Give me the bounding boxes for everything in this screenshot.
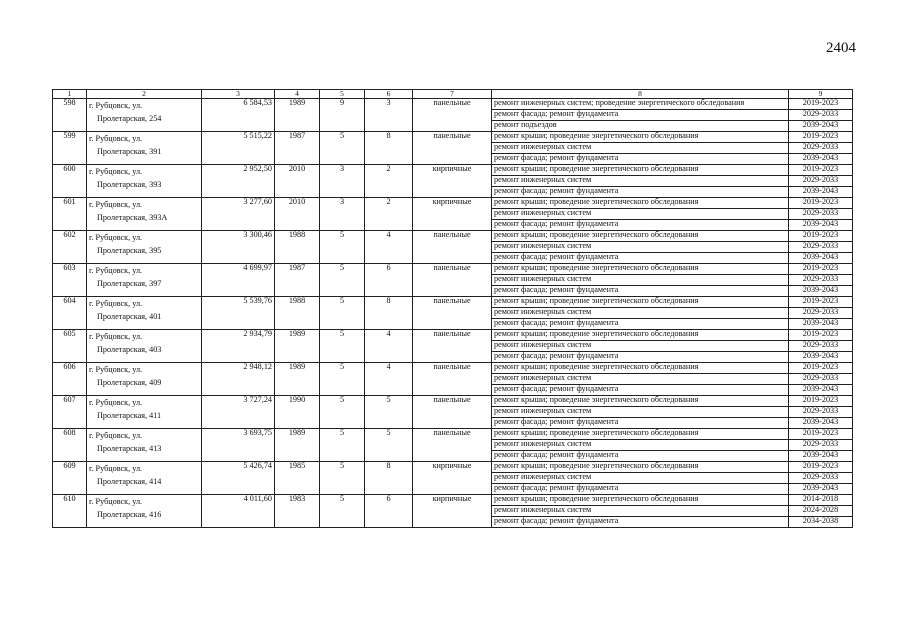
period-cell: 2019-2023 bbox=[789, 329, 853, 340]
period-cell: 2029-2033 bbox=[789, 175, 853, 186]
area-cell: 4 699,97 bbox=[202, 263, 275, 296]
work-type-cell: ремонт крыши; проведение энергетического обследования bbox=[492, 461, 789, 472]
work-type-cell: ремонт фасада; ремонт фундамента bbox=[492, 153, 789, 164]
address-street: Пролетарская, 393 bbox=[97, 179, 162, 189]
period-cell: 2029-2033 bbox=[789, 406, 853, 417]
work-type-cell: ремонт инженерных систем bbox=[492, 208, 789, 219]
address-street: Пролетарская, 409 bbox=[97, 377, 162, 387]
address-city: г. Рубцовск, ул. bbox=[89, 298, 143, 308]
period-cell: 2029-2033 bbox=[789, 109, 853, 120]
year-cell: 2010 bbox=[275, 164, 320, 197]
column-header: 6 bbox=[365, 90, 413, 99]
address-cell bbox=[87, 395, 202, 428]
work-type-cell: ремонт инженерных систем bbox=[492, 241, 789, 252]
work-type-cell: ремонт инженерных систем bbox=[492, 472, 789, 483]
work-type-cell: ремонт фасада; ремонт фундамента bbox=[492, 351, 789, 362]
work-type-cell: ремонт крыши; проведение энергетического обследования bbox=[492, 197, 789, 208]
column-header: 8 bbox=[492, 90, 789, 99]
area-cell: 3 277,60 bbox=[202, 197, 275, 230]
address-street: Пролетарская, 254 bbox=[97, 113, 162, 123]
work-type-cell: ремонт инженерных систем bbox=[492, 307, 789, 318]
address-cell bbox=[87, 263, 202, 296]
row-number-cell: 600 bbox=[53, 164, 87, 197]
row-number-cell: 603 bbox=[53, 263, 87, 296]
work-type-cell: ремонт крыши; проведение энергетического обследования bbox=[492, 131, 789, 142]
year-cell: 1987 bbox=[275, 131, 320, 164]
period-cell: 2029-2033 bbox=[789, 472, 853, 483]
period-cell: 2019-2023 bbox=[789, 197, 853, 208]
table-row bbox=[53, 296, 853, 307]
row-number-cell: 602 bbox=[53, 230, 87, 263]
period-cell: 2029-2033 bbox=[789, 307, 853, 318]
table-row bbox=[53, 461, 853, 472]
work-type-cell: ремонт фасада; ремонт фундамента bbox=[492, 450, 789, 461]
work-type-cell: ремонт инженерных систем bbox=[492, 142, 789, 153]
column-header: 2 bbox=[87, 90, 202, 99]
entrances-cell: 4 bbox=[365, 362, 413, 395]
work-type-cell: ремонт фасада; ремонт фундамента bbox=[492, 417, 789, 428]
work-type-cell: ремонт инженерных систем; проведение энергетического обследования bbox=[492, 98, 789, 109]
address-city: г. Рубцовск, ул. bbox=[89, 166, 143, 176]
floors-cell: 5 bbox=[320, 494, 365, 527]
table-row bbox=[53, 197, 853, 208]
period-cell: 2029-2033 bbox=[789, 142, 853, 153]
wall-material-cell: панельные bbox=[413, 263, 492, 296]
address-city: г. Рубцовск, ул. bbox=[89, 100, 143, 110]
wall-material-cell: кирпичные bbox=[413, 164, 492, 197]
row-number-cell: 599 bbox=[53, 131, 87, 164]
table-body bbox=[53, 98, 853, 527]
wall-material-cell: панельные bbox=[413, 296, 492, 329]
work-type-cell: ремонт крыши; проведение энергетического обследования bbox=[492, 329, 789, 340]
work-type-cell: ремонт инженерных систем bbox=[492, 274, 789, 285]
work-type-cell: ремонт крыши; проведение энергетического обследования bbox=[492, 164, 789, 175]
address-street: Пролетарская, 413 bbox=[97, 443, 162, 453]
column-header: 4 bbox=[275, 90, 320, 99]
period-cell: 2019-2023 bbox=[789, 230, 853, 241]
period-cell: 2024-2028 bbox=[789, 505, 853, 516]
year-cell: 1990 bbox=[275, 395, 320, 428]
floors-cell: 5 bbox=[320, 131, 365, 164]
work-type-cell: ремонт фасада; ремонт фундамента bbox=[492, 252, 789, 263]
work-type-cell: ремонт фасада; ремонт фундамента bbox=[492, 186, 789, 197]
page-number: 2404 bbox=[826, 40, 856, 56]
address-street: Пролетарская, 395 bbox=[97, 245, 162, 255]
year-cell: 1989 bbox=[275, 98, 320, 131]
period-cell: 2039-2043 bbox=[789, 153, 853, 164]
table-row bbox=[53, 131, 853, 142]
area-cell: 3 300,46 bbox=[202, 230, 275, 263]
work-type-cell: ремонт инженерных систем bbox=[492, 340, 789, 351]
year-cell: 1989 bbox=[275, 329, 320, 362]
work-type-cell: ремонт крыши; проведение энергетического обследования bbox=[492, 296, 789, 307]
year-cell: 1989 bbox=[275, 362, 320, 395]
period-cell: 2029-2033 bbox=[789, 340, 853, 351]
wall-material-cell: кирпичные bbox=[413, 197, 492, 230]
period-cell: 2014-2018 bbox=[789, 494, 853, 505]
period-cell: 2029-2033 bbox=[789, 241, 853, 252]
row-number-cell: 605 bbox=[53, 329, 87, 362]
address-city: г. Рубцовск, ул. bbox=[89, 232, 143, 242]
table-row bbox=[53, 494, 853, 505]
address-cell bbox=[87, 329, 202, 362]
entrances-cell: 8 bbox=[365, 131, 413, 164]
area-cell: 2 952,50 bbox=[202, 164, 275, 197]
address-cell bbox=[87, 461, 202, 494]
table-row bbox=[53, 362, 853, 373]
column-header: 5 bbox=[320, 90, 365, 99]
year-cell: 1989 bbox=[275, 428, 320, 461]
wall-material-cell: панельные bbox=[413, 362, 492, 395]
area-cell: 2 948,12 bbox=[202, 362, 275, 395]
area-cell: 5 539,76 bbox=[202, 296, 275, 329]
period-cell: 2019-2023 bbox=[789, 131, 853, 142]
address-city: г. Рубцовск, ул. bbox=[89, 430, 143, 440]
entrances-cell: 2 bbox=[365, 197, 413, 230]
period-cell: 2019-2023 bbox=[789, 362, 853, 373]
work-type-cell: ремонт инженерных систем bbox=[492, 406, 789, 417]
floors-cell: 5 bbox=[320, 230, 365, 263]
area-cell: 3 727,24 bbox=[202, 395, 275, 428]
area-cell: 5 426,74 bbox=[202, 461, 275, 494]
period-cell: 2039-2043 bbox=[789, 384, 853, 395]
floors-cell: 5 bbox=[320, 296, 365, 329]
period-cell: 2029-2033 bbox=[789, 208, 853, 219]
entrances-cell: 6 bbox=[365, 263, 413, 296]
period-cell: 2019-2023 bbox=[789, 164, 853, 175]
table-row bbox=[53, 164, 853, 175]
entrances-cell: 5 bbox=[365, 395, 413, 428]
year-cell: 1987 bbox=[275, 263, 320, 296]
period-cell: 2019-2023 bbox=[789, 395, 853, 406]
period-cell: 2039-2043 bbox=[789, 483, 853, 494]
floors-cell: 5 bbox=[320, 395, 365, 428]
period-cell: 2029-2033 bbox=[789, 373, 853, 384]
row-number-cell: 609 bbox=[53, 461, 87, 494]
year-cell: 1983 bbox=[275, 494, 320, 527]
floors-cell: 5 bbox=[320, 428, 365, 461]
address-street: Пролетарская, 414 bbox=[97, 476, 162, 486]
address-street: Пролетарская, 411 bbox=[97, 410, 162, 420]
work-type-cell: ремонт подъездов bbox=[492, 120, 789, 131]
row-number-cell: 601 bbox=[53, 197, 87, 230]
period-cell: 2039-2043 bbox=[789, 252, 853, 263]
table-row bbox=[53, 329, 853, 340]
work-type-cell: ремонт фасада; ремонт фундамента bbox=[492, 384, 789, 395]
period-cell: 2039-2043 bbox=[789, 120, 853, 131]
address-cell bbox=[87, 164, 202, 197]
period-cell: 2039-2043 bbox=[789, 285, 853, 296]
address-street: Пролетарская, 403 bbox=[97, 344, 162, 354]
work-type-cell: ремонт фасада; ремонт фундамента bbox=[492, 285, 789, 296]
address-street: Пролетарская, 401 bbox=[97, 311, 162, 321]
address-cell bbox=[87, 428, 202, 461]
work-type-cell: ремонт крыши; проведение энергетического обследования bbox=[492, 263, 789, 274]
address-cell bbox=[87, 230, 202, 263]
floors-cell: 5 bbox=[320, 362, 365, 395]
header-row bbox=[53, 90, 853, 99]
wall-material-cell: кирпичные bbox=[413, 494, 492, 527]
period-cell: 2039-2043 bbox=[789, 186, 853, 197]
floors-cell: 5 bbox=[320, 329, 365, 362]
address-cell bbox=[87, 296, 202, 329]
wall-material-cell: панельные bbox=[413, 131, 492, 164]
period-cell: 2029-2033 bbox=[789, 439, 853, 450]
floors-cell: 3 bbox=[320, 164, 365, 197]
floors-cell: 5 bbox=[320, 263, 365, 296]
period-cell: 2039-2043 bbox=[789, 351, 853, 362]
area-cell: 2 934,79 bbox=[202, 329, 275, 362]
area-cell: 4 011,60 bbox=[202, 494, 275, 527]
area-cell: 6 584,53 bbox=[202, 98, 275, 131]
table-row bbox=[53, 395, 853, 406]
work-type-cell: ремонт инженерных систем bbox=[492, 175, 789, 186]
period-cell: 2034-2038 bbox=[789, 516, 853, 527]
entrances-cell: 8 bbox=[365, 461, 413, 494]
wall-material-cell: кирпичные bbox=[413, 461, 492, 494]
column-header: 1 bbox=[53, 90, 87, 99]
work-type-cell: ремонт фасада; ремонт фундамента bbox=[492, 219, 789, 230]
address-city: г. Рубцовск, ул. bbox=[89, 397, 143, 407]
area-cell: 3 693,75 bbox=[202, 428, 275, 461]
address-street: Пролетарская, 391 bbox=[97, 146, 162, 156]
address-cell bbox=[87, 131, 202, 164]
table-row bbox=[53, 230, 853, 241]
work-type-cell: ремонт фасада; ремонт фундамента bbox=[492, 516, 789, 527]
housing-register-table bbox=[52, 89, 853, 528]
row-number-cell: 604 bbox=[53, 296, 87, 329]
address-street: Пролетарская, 393А bbox=[97, 212, 168, 222]
period-cell: 2039-2043 bbox=[789, 417, 853, 428]
address-city: г. Рубцовск, ул. bbox=[89, 331, 143, 341]
address-city: г. Рубцовск, ул. bbox=[89, 364, 143, 374]
address-cell bbox=[87, 494, 202, 527]
column-header: 7 bbox=[413, 90, 492, 99]
wall-material-cell: панельные bbox=[413, 98, 492, 131]
address-city: г. Рубцовск, ул. bbox=[89, 265, 143, 275]
row-number-cell: 607 bbox=[53, 395, 87, 428]
floors-cell: 3 bbox=[320, 197, 365, 230]
row-number-cell: 606 bbox=[53, 362, 87, 395]
entrances-cell: 3 bbox=[365, 98, 413, 131]
entrances-cell: 2 bbox=[365, 164, 413, 197]
year-cell: 2010 bbox=[275, 197, 320, 230]
table-row bbox=[53, 263, 853, 274]
work-type-cell: ремонт крыши; проведение энергетического обследования bbox=[492, 428, 789, 439]
period-cell: 2019-2023 bbox=[789, 263, 853, 274]
entrances-cell: 4 bbox=[365, 230, 413, 263]
entrances-cell: 4 bbox=[365, 329, 413, 362]
period-cell: 2039-2043 bbox=[789, 450, 853, 461]
year-cell: 1988 bbox=[275, 296, 320, 329]
work-type-cell: ремонт фасада; ремонт фундамента bbox=[492, 109, 789, 120]
work-type-cell: ремонт фасада; ремонт фундамента bbox=[492, 318, 789, 329]
address-street: Пролетарская, 416 bbox=[97, 509, 162, 519]
work-type-cell: ремонт инженерных систем bbox=[492, 373, 789, 384]
address-cell bbox=[87, 197, 202, 230]
period-cell: 2039-2043 bbox=[789, 219, 853, 230]
floors-cell: 9 bbox=[320, 98, 365, 131]
floors-cell: 5 bbox=[320, 461, 365, 494]
row-number-cell: 608 bbox=[53, 428, 87, 461]
address-city: г. Рубцовск, ул. bbox=[89, 463, 143, 473]
entrances-cell: 6 bbox=[365, 494, 413, 527]
wall-material-cell: панельные bbox=[413, 428, 492, 461]
address-cell bbox=[87, 362, 202, 395]
entrances-cell: 8 bbox=[365, 296, 413, 329]
row-number-cell: 598 bbox=[53, 98, 87, 131]
year-cell: 1988 bbox=[275, 230, 320, 263]
year-cell: 1985 bbox=[275, 461, 320, 494]
work-type-cell: ремонт фасада; ремонт фундамента bbox=[492, 483, 789, 494]
period-cell: 2019-2023 bbox=[789, 98, 853, 109]
table-row bbox=[53, 428, 853, 439]
wall-material-cell: панельные bbox=[413, 395, 492, 428]
period-cell: 2029-2033 bbox=[789, 274, 853, 285]
area-cell: 5 515,22 bbox=[202, 131, 275, 164]
address-city: г. Рубцовск, ул. bbox=[89, 496, 143, 506]
work-type-cell: ремонт крыши; проведение энергетического обследования bbox=[492, 395, 789, 406]
column-header: 9 bbox=[789, 90, 853, 99]
address-cell bbox=[87, 98, 202, 131]
period-cell: 2019-2023 bbox=[789, 428, 853, 439]
entrances-cell: 5 bbox=[365, 428, 413, 461]
wall-material-cell: панельные bbox=[413, 329, 492, 362]
address-city: г. Рубцовск, ул. bbox=[89, 199, 143, 209]
table-row bbox=[53, 98, 853, 109]
work-type-cell: ремонт крыши; проведение энергетического обследования bbox=[492, 362, 789, 373]
work-type-cell: ремонт инженерных систем bbox=[492, 439, 789, 450]
address-street: Пролетарская, 397 bbox=[97, 278, 162, 288]
work-type-cell: ремонт крыши; проведение энергетического обследования bbox=[492, 230, 789, 241]
work-type-cell: ремонт инженерных систем bbox=[492, 505, 789, 516]
work-type-cell: ремонт крыши; проведение энергетического обследования bbox=[492, 494, 789, 505]
column-header: 3 bbox=[202, 90, 275, 99]
wall-material-cell: панельные bbox=[413, 230, 492, 263]
period-cell: 2039-2043 bbox=[789, 318, 853, 329]
row-number-cell: 610 bbox=[53, 494, 87, 527]
address-city: г. Рубцовск, ул. bbox=[89, 133, 143, 143]
period-cell: 2019-2023 bbox=[789, 296, 853, 307]
period-cell: 2019-2023 bbox=[789, 461, 853, 472]
